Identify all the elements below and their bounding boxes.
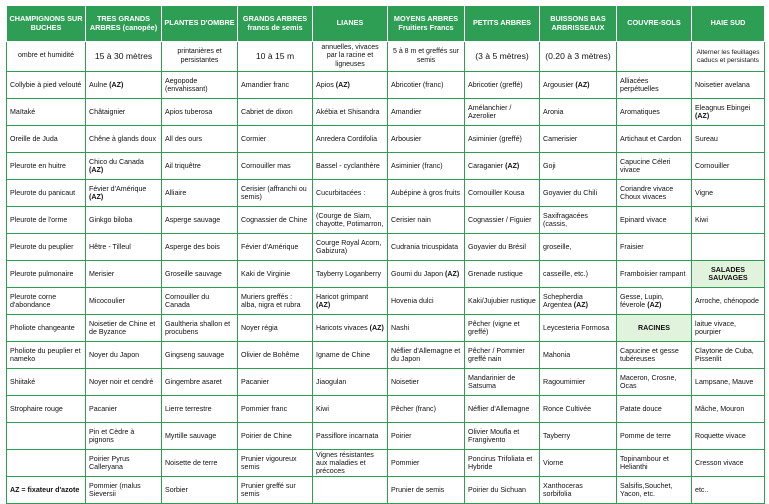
table-cell: Pholiote du peuplier et nameko bbox=[7, 342, 86, 369]
table-cell: Goji bbox=[540, 153, 617, 180]
table-row bbox=[7, 234, 765, 261]
table-cell: Châtaignier bbox=[86, 99, 162, 126]
table-cell: Mahonia bbox=[540, 342, 617, 369]
table-cell: Aegopode (envahissant) bbox=[162, 72, 238, 99]
table-cell: Apios (AZ) bbox=[313, 72, 388, 99]
column-header-plantes-d-ombre: PLANTES D'OMBRE bbox=[162, 6, 238, 42]
table-cell: laitue vivace, pourpier bbox=[692, 315, 765, 342]
table-row bbox=[7, 72, 765, 99]
table-cell: Pleurote en huitre bbox=[7, 153, 86, 180]
table-cell: Maceron, Crosne, Ocas bbox=[617, 369, 692, 396]
table-cell: Camerisier bbox=[540, 126, 617, 153]
table-cell: Poirier Pyrus Calleryana bbox=[86, 450, 162, 477]
table-cell: Anredera Cordifolia bbox=[313, 126, 388, 153]
table-cell: Ragoumimier bbox=[540, 369, 617, 396]
column-subheader: ombre et humidité bbox=[7, 42, 86, 72]
table-row bbox=[7, 423, 765, 450]
table-cell: etc.. bbox=[692, 477, 765, 504]
table-cell: Epinard vivace bbox=[617, 207, 692, 234]
table-cell: Noyer du Japon bbox=[86, 342, 162, 369]
table-cell: Aronia bbox=[540, 99, 617, 126]
table-cell: Eleagnus Ebingei (AZ) bbox=[692, 99, 765, 126]
table-cell: Arbousier bbox=[388, 126, 465, 153]
table-cell: Kiwi bbox=[692, 207, 765, 234]
table-cell: Goyavier du Brésil bbox=[465, 234, 540, 261]
section-label: RACINES bbox=[617, 315, 692, 342]
table-cell: Cresson vivace bbox=[692, 450, 765, 477]
table-cell: Vignes résistantes aux maladies et précoces bbox=[313, 450, 388, 477]
table-cell: Amandier bbox=[388, 99, 465, 126]
table-cell: Goyavier du Chili bbox=[540, 180, 617, 207]
table-cell: Asperge sauvage bbox=[162, 207, 238, 234]
table-row bbox=[7, 315, 765, 342]
table-cell: Grenade rustique bbox=[465, 261, 540, 288]
table-row bbox=[7, 369, 765, 396]
table-cell: Cerisier nain bbox=[388, 207, 465, 234]
table-cell: Poirier du Sichuan bbox=[465, 477, 540, 504]
table-cell: Poirier de Chine bbox=[238, 423, 313, 450]
table-cell: Prunier greffé sur semis bbox=[238, 477, 313, 504]
plant-guild-table bbox=[6, 5, 765, 504]
legend-note: AZ = fixateur d'azote bbox=[7, 477, 86, 504]
table-cell: Maïtaké bbox=[7, 99, 86, 126]
table-cell: Néflier d'Allemagne bbox=[465, 396, 540, 423]
table-cell: Cabriet de dixon bbox=[238, 99, 313, 126]
table-cell: Caraganier (AZ) bbox=[465, 153, 540, 180]
table-cell: All des ours bbox=[162, 126, 238, 153]
table-cell: Pommier (malus Sieversii bbox=[86, 477, 162, 504]
table-cell: Muriers greffés : alba, nigra et rubra bbox=[238, 288, 313, 315]
table-cell: Goumi du Japon (AZ) bbox=[388, 261, 465, 288]
table-row bbox=[7, 396, 765, 423]
table-cell: Topinambour et Helianthi bbox=[617, 450, 692, 477]
column-header-tres-grands-arbres-canopee: TRES GRANDS ARBRES (canopée) bbox=[86, 6, 162, 42]
table-cell: Strophaire rouge bbox=[7, 396, 86, 423]
table-cell: Lierre terrestre bbox=[162, 396, 238, 423]
table-cell: Cornouiller bbox=[692, 153, 765, 180]
table-cell: Gaultheria shallon et procubens bbox=[162, 315, 238, 342]
table-cell: Capucine et gesse tubéreuses bbox=[617, 342, 692, 369]
table-cell: Saxifragacées (cassis, bbox=[540, 207, 617, 234]
table-cell: Micocoulier bbox=[86, 288, 162, 315]
table-cell: Pommier bbox=[388, 450, 465, 477]
table-cell: Cormier bbox=[238, 126, 313, 153]
table-cell bbox=[313, 477, 388, 504]
table-cell: Noyer noir et cendré bbox=[86, 369, 162, 396]
table-cell: Néflier d'Allemagne et du Japon bbox=[388, 342, 465, 369]
table-cell: Ginkgo biloba bbox=[86, 207, 162, 234]
table-cell: Groseille sauvage bbox=[162, 261, 238, 288]
section-label: SALADES SAUVAGES bbox=[692, 261, 765, 288]
table-row bbox=[7, 180, 765, 207]
table-cell: Oreille de Juda bbox=[7, 126, 86, 153]
table-cell: Arroche, chénopode bbox=[692, 288, 765, 315]
table-cell: Cucurbitacées : bbox=[313, 180, 388, 207]
table-cell: Noisetier avelana bbox=[692, 72, 765, 99]
table-cell bbox=[7, 423, 86, 450]
table-cell: Sureau bbox=[692, 126, 765, 153]
table-cell: Pêcher / Pommier greffé nain bbox=[465, 342, 540, 369]
table-cell: Pleurote de l'orme bbox=[7, 207, 86, 234]
table-cell: Framboisier rampant bbox=[617, 261, 692, 288]
table-cell: Hovenia dulci bbox=[388, 288, 465, 315]
table-cell: Noisetier de Chine et de Byzance bbox=[86, 315, 162, 342]
column-header-haie-sud: HAIE SUD bbox=[692, 6, 765, 42]
column-header-champignons-sur-buches: CHAMPIGNONS SUR BUCHES bbox=[7, 6, 86, 42]
table-cell bbox=[7, 450, 86, 477]
column-header-grands-arbres-francs-de-semis: GRANDS ARBRES francs de semis bbox=[238, 6, 313, 42]
column-subheader: 15 à 30 mètres bbox=[86, 42, 162, 72]
column-header-buissons-bas-arbrisseaux: BUISSONS BAS ARBRISSEAUX bbox=[540, 6, 617, 42]
table-cell: Jiaogulan bbox=[313, 369, 388, 396]
table-cell: Akébia et Shisandra bbox=[313, 99, 388, 126]
table-cell: Gesse, Lupin, féverole (AZ) bbox=[617, 288, 692, 315]
column-subheader: (3 à 5 mètres) bbox=[465, 42, 540, 72]
table-cell: Patate douce bbox=[617, 396, 692, 423]
table-cell: Pin et Cèdre à pignons bbox=[86, 423, 162, 450]
table-cell: Cornouiller Kousa bbox=[465, 180, 540, 207]
table-cell: Noisette de terre bbox=[162, 450, 238, 477]
table-cell: Hêtre - Tilleul bbox=[86, 234, 162, 261]
table-cell: Haricots vivaces (AZ) bbox=[313, 315, 388, 342]
table-cell: Pleurote du panicaut bbox=[7, 180, 86, 207]
table-cell: Capucine Céleri vivace bbox=[617, 153, 692, 180]
table-cell: Merisier bbox=[86, 261, 162, 288]
table-cell: Bassel - cyclanthère bbox=[313, 153, 388, 180]
table-cell: Ronce Cultivée bbox=[540, 396, 617, 423]
table-cell: Asiminier (greffé) bbox=[465, 126, 540, 153]
column-subheader: (0.20 à 3 mètres) bbox=[540, 42, 617, 72]
table-cell: Abricotier (greffé) bbox=[465, 72, 540, 99]
table-cell: Kaki/Jujubier rustique bbox=[465, 288, 540, 315]
table-cell: Févier d'Amérique bbox=[238, 234, 313, 261]
table-cell: Sorbier bbox=[162, 477, 238, 504]
table-cell: Viorne bbox=[540, 450, 617, 477]
column-subheader: annuelles, vivaces par la racine et ligneuses bbox=[313, 42, 388, 72]
table-cell: Coriandre vivace Choux vivaces bbox=[617, 180, 692, 207]
table-cell: Apios tuberosa bbox=[162, 99, 238, 126]
table-cell: Leycesteria Formosa bbox=[540, 315, 617, 342]
table-row bbox=[7, 342, 765, 369]
column-subheader: 10 à 15 m bbox=[238, 42, 313, 72]
table-cell: Lampsane, Mauve bbox=[692, 369, 765, 396]
table-cell: casseille, etc.) bbox=[540, 261, 617, 288]
table-cell: Pleurote pulmonaire bbox=[7, 261, 86, 288]
table-cell: Alliacées perpétuelles bbox=[617, 72, 692, 99]
table-cell: Argousier (AZ) bbox=[540, 72, 617, 99]
table-cell: Poirier bbox=[388, 423, 465, 450]
table-cell: Pleurote corne d'abondance bbox=[7, 288, 86, 315]
table-cell: Pommier franc bbox=[238, 396, 313, 423]
table-cell: Vigne bbox=[692, 180, 765, 207]
table-cell: Pacanier bbox=[238, 369, 313, 396]
table-cell: Févier d'Amérique (AZ) bbox=[86, 180, 162, 207]
table-row bbox=[7, 207, 765, 234]
table-cell: Artichaut et Cardon bbox=[617, 126, 692, 153]
table-cell: Haricot grimpant (AZ) bbox=[313, 288, 388, 315]
table-cell: Gingembre asaret bbox=[162, 369, 238, 396]
table-cell: Tayberry bbox=[540, 423, 617, 450]
table-row bbox=[7, 99, 765, 126]
table-cell: Roquette vivace bbox=[692, 423, 765, 450]
table-row bbox=[7, 288, 765, 315]
table-cell: Kiwi bbox=[313, 396, 388, 423]
table-cell: Chico du Canada (AZ) bbox=[86, 153, 162, 180]
table-cell: Aubépine à gros fruits bbox=[388, 180, 465, 207]
table-cell: groseille, bbox=[540, 234, 617, 261]
table-cell: Collybie à pied velouté bbox=[7, 72, 86, 99]
subheader-row bbox=[7, 42, 765, 72]
table-cell: Cerisier (affranchi ou semis) bbox=[238, 180, 313, 207]
table-cell: Olivier Moufla et Frangivento bbox=[465, 423, 540, 450]
table-cell: Courge Royal Acorn, Gabizura) bbox=[313, 234, 388, 261]
header-row bbox=[7, 6, 765, 42]
table-cell: Alliaire bbox=[162, 180, 238, 207]
table-cell: Mâche, Mouron bbox=[692, 396, 765, 423]
table-cell: Chêne à glands doux bbox=[86, 126, 162, 153]
table-cell: Abricotier (franc) bbox=[388, 72, 465, 99]
table-cell: Gingseng sauvage bbox=[162, 342, 238, 369]
column-header-moyens-arbres-fruitiers-francs: MOYENS ARBRES Fruitiers Francs bbox=[388, 6, 465, 42]
table-cell: Prunier de semis bbox=[388, 477, 465, 504]
table-cell: Cognassier de Chine bbox=[238, 207, 313, 234]
table-cell: Pêcher (vigne et greffé) bbox=[465, 315, 540, 342]
table-cell: Igname de Chine bbox=[313, 342, 388, 369]
table-row bbox=[7, 153, 765, 180]
column-header-petits-arbres: PETITS ARBRES bbox=[465, 6, 540, 42]
column-header-couvre-sols: COUVRE-SOLS bbox=[617, 6, 692, 42]
table-cell: Prunier vigoureux semis bbox=[238, 450, 313, 477]
table-cell: Cornouiller mas bbox=[238, 153, 313, 180]
column-subheader: printanières et persistantes bbox=[162, 42, 238, 72]
table-cell: Tayberry Loganberry bbox=[313, 261, 388, 288]
table-row bbox=[7, 477, 765, 504]
table-cell: Shiitaké bbox=[7, 369, 86, 396]
table-cell: Amélanchier / Azerolier bbox=[465, 99, 540, 126]
table-cell: Myrtille sauvage bbox=[162, 423, 238, 450]
table-cell: Kaki de Virginie bbox=[238, 261, 313, 288]
table-row bbox=[7, 261, 765, 288]
table-cell: Schepherdia Argentea (AZ) bbox=[540, 288, 617, 315]
column-subheader bbox=[617, 42, 692, 72]
table-cell: (Courge de Siam, chayotte, Potimarron, bbox=[313, 207, 388, 234]
table-row bbox=[7, 450, 765, 477]
table-cell: Aromatiques bbox=[617, 99, 692, 126]
table-cell: Cudrania tricuspidata bbox=[388, 234, 465, 261]
table-cell: Passiflore incarnata bbox=[313, 423, 388, 450]
table-cell: Poncirus Trifoliata et Hybride bbox=[465, 450, 540, 477]
table-cell: Claytone de Cuba, Pissenlit bbox=[692, 342, 765, 369]
table-cell: Mandarinier de Satsuma bbox=[465, 369, 540, 396]
column-subheader: Alterner les feuillages caducs et persistants bbox=[692, 42, 765, 72]
table-cell: Pleurote du peuplier bbox=[7, 234, 86, 261]
table-cell: Amandier franc bbox=[238, 72, 313, 99]
table-cell: Nashi bbox=[388, 315, 465, 342]
table-cell: Pacanier bbox=[86, 396, 162, 423]
table-cell: Asperge des bois bbox=[162, 234, 238, 261]
table-cell: Noyer régia bbox=[238, 315, 313, 342]
table-cell: Asiminier (franc) bbox=[388, 153, 465, 180]
table-row bbox=[7, 126, 765, 153]
table-cell: Fraisier bbox=[617, 234, 692, 261]
table-cell bbox=[692, 234, 765, 261]
table-cell: Noisetier bbox=[388, 369, 465, 396]
column-header-lianes: LIANES bbox=[313, 6, 388, 42]
table-cell: Cornouiller du Canada bbox=[162, 288, 238, 315]
table-cell: Xanthoceras sorbifolia bbox=[540, 477, 617, 504]
table-cell: Ail triquêtre bbox=[162, 153, 238, 180]
table-cell: Pomme de terre bbox=[617, 423, 692, 450]
table-cell: Pêcher (franc) bbox=[388, 396, 465, 423]
table-cell: Olivier de Bohême bbox=[238, 342, 313, 369]
table-cell: Aulne (AZ) bbox=[86, 72, 162, 99]
column-subheader: 5 à 8 m et greffés sur semis bbox=[388, 42, 465, 72]
table-cell: Cognassier / Figuier bbox=[465, 207, 540, 234]
table-cell: Pholiote changeante bbox=[7, 315, 86, 342]
table-cell: Salsifis,Souchet, Yacon, etc. bbox=[617, 477, 692, 504]
